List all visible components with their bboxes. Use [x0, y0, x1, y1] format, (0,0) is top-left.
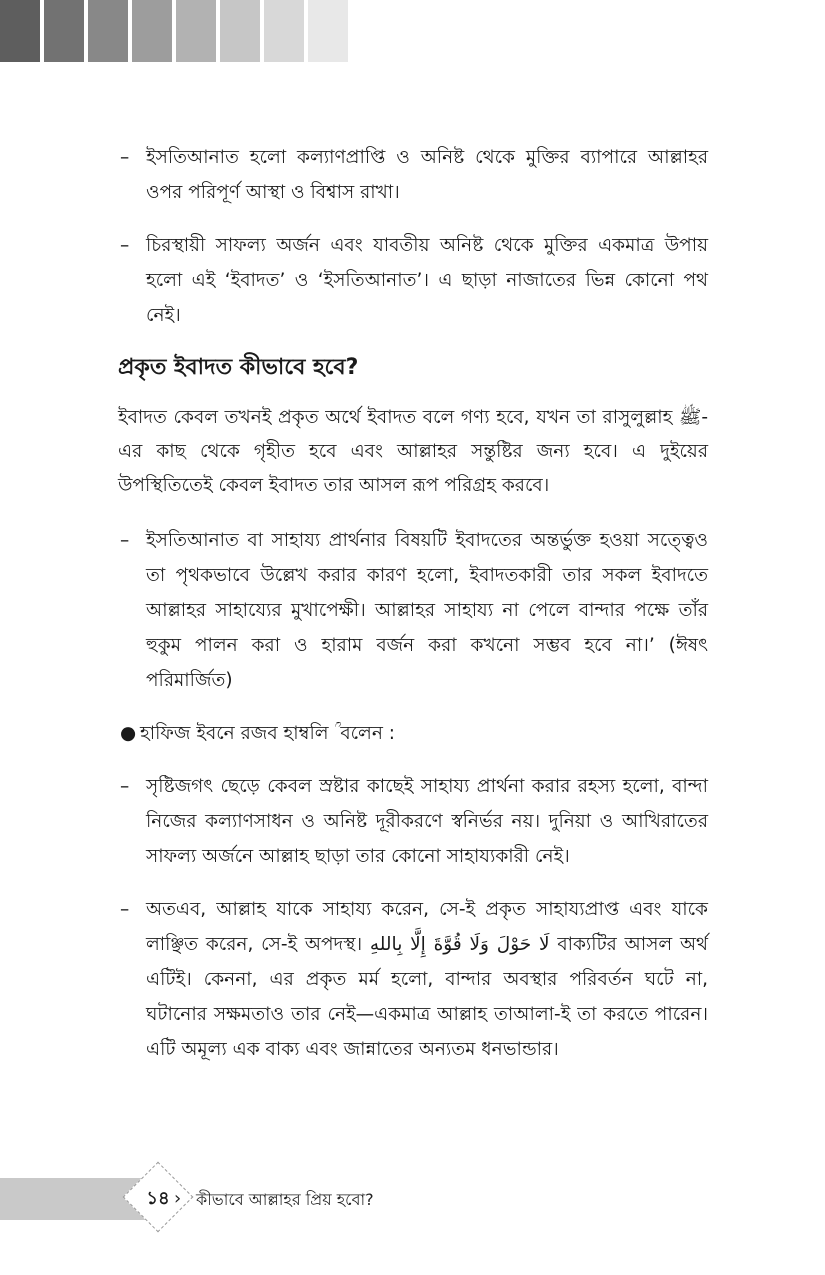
- list-item: [118, 228, 708, 333]
- body-paragraph: ইবাদত কেবল তখনই প্রকৃত অর্থে ইবাদত বলে গণ্য হবে, যখন তা রাসুলুল্লাহ ﷺ-এর কাছ থেকে গৃহীত হবে এবং আল্লাহর সন্তুষ্টির জন্য হবে। এ দুইয়ের উপস্থিতিতেই কেবল ইবাদত তার আসল রূপ পরিগ্রহ করবে।: [118, 407, 708, 496]
- header-stripe: [44, 0, 84, 62]
- page-number: ১৪: [146, 1188, 170, 1209]
- list-item-text-end: বাক্যটির আসল অর্থ এটিই। কেননা, এর প্রকৃত মর্ম হলো, বান্দার অবস্থার পরিবর্তন ঘটে না, ঘটানোর সক্ষমতাও তার নেই—একমাত্র আল্লাহ তাআলা-ই তা করতে পারেন। এটি অমূল্য এক বাক্য এবং জান্নাতের অন্যতম ধনভান্ডার।: [146, 934, 708, 1060]
- section-heading: প্রকৃত ইবাদত কীভাবে হবে?: [118, 355, 359, 380]
- list-item-text: ইসতিআনাত হলো কল্যাণপ্রাপ্তি ও অনিষ্ট থেকে মুক্তির ব্যাপারে আল্লাহর ওপর পরিপূর্ণ আস্থা ও বিশ্বাস রাখা।: [146, 147, 708, 203]
- header-stripe: [220, 0, 260, 62]
- bullet-marker: ●: [120, 723, 137, 744]
- header-stripe: [308, 0, 348, 62]
- bullet-item-text: হাফিজ ইবনে রজব হাম্বলি ؒ বলেন :: [140, 723, 395, 744]
- header-stripe: [132, 0, 172, 62]
- list-item: [118, 523, 708, 698]
- dash-marker: –: [120, 899, 130, 920]
- list-item-text: চিরস্থায়ী সাফল্য অর্জন এবং যাবতীয় অনিষ্ট থেকে মুক্তির একমাত্র উপায় হলো এই ‘ইবাদত’ ও ‘ইসতিআনাত’। এ ছাড়া নাজাতের ভিন্ন কোনো পথ নেই।: [146, 235, 708, 326]
- header-stripe: [88, 0, 128, 62]
- header-stripe-band: [0, 0, 348, 62]
- chevron-right-icon: ›: [174, 1188, 182, 1209]
- arabic-phrase: لَا حَوْلَ وَلَا قُوَّةَ إِلَّا بِاللهِ: [369, 934, 550, 955]
- dash-marker: –: [120, 147, 130, 168]
- book-title: কীভাবে আল্লাহর প্রিয় হবো?: [196, 1190, 374, 1209]
- header-stripe: [0, 0, 40, 62]
- dash-marker: –: [120, 776, 130, 797]
- dash-marker: –: [120, 530, 130, 551]
- header-stripe: [176, 0, 216, 62]
- list-item-text: ইসতিআনাত বা সাহায্য প্রার্থনার বিষয়টি ইবাদতের অন্তর্ভুক্ত হওয়া সত্ত্বেও তা পৃথকভাবে উল্লেখ করার কারণ হলো, ইবাদতকারী তার সকল ইবাদতে আল্লাহর সাহায্যের মুখাপেক্ষী। আল্লাহর সাহায্য না পেলে বান্দার পক্ষে তাঁর হুকুম পালন করা ও হারাম বর্জন করা কখনো সম্ভব হবে না।’ (ঈষৎ পরিমার্জিত): [146, 530, 708, 691]
- list-item-text: সৃষ্টিজগৎ ছেড়ে কেবল স্রষ্টার কাছেই সাহায্য প্রার্থনা করার রহস্য হলো, বান্দা নিজের কল্যাণসাধন ও অনিষ্ট দূরীকরণে স্বনির্ভর নয়। দুনিয়া ও আখিরাতের সাফল্য অর্জনে আল্লাহ ছাড়া তার কোনো সাহায্যকারী নেই।: [146, 776, 708, 867]
- header-stripe: [264, 0, 304, 62]
- list-item: [118, 140, 708, 210]
- list-item-text-start: অতএব, আল্লাহ যাকে সাহায্য করেন, সে-ই প্রকৃত সাহায্যপ্রাপ্ত এবং যাকে লাঞ্ছিত করেন, সে-ই অপদস্থ।: [146, 899, 708, 955]
- list-item: [118, 769, 708, 874]
- dash-marker: –: [120, 235, 130, 256]
- page-body: [118, 140, 708, 1085]
- list-item: [118, 892, 708, 1067]
- bullet-item: [118, 716, 708, 751]
